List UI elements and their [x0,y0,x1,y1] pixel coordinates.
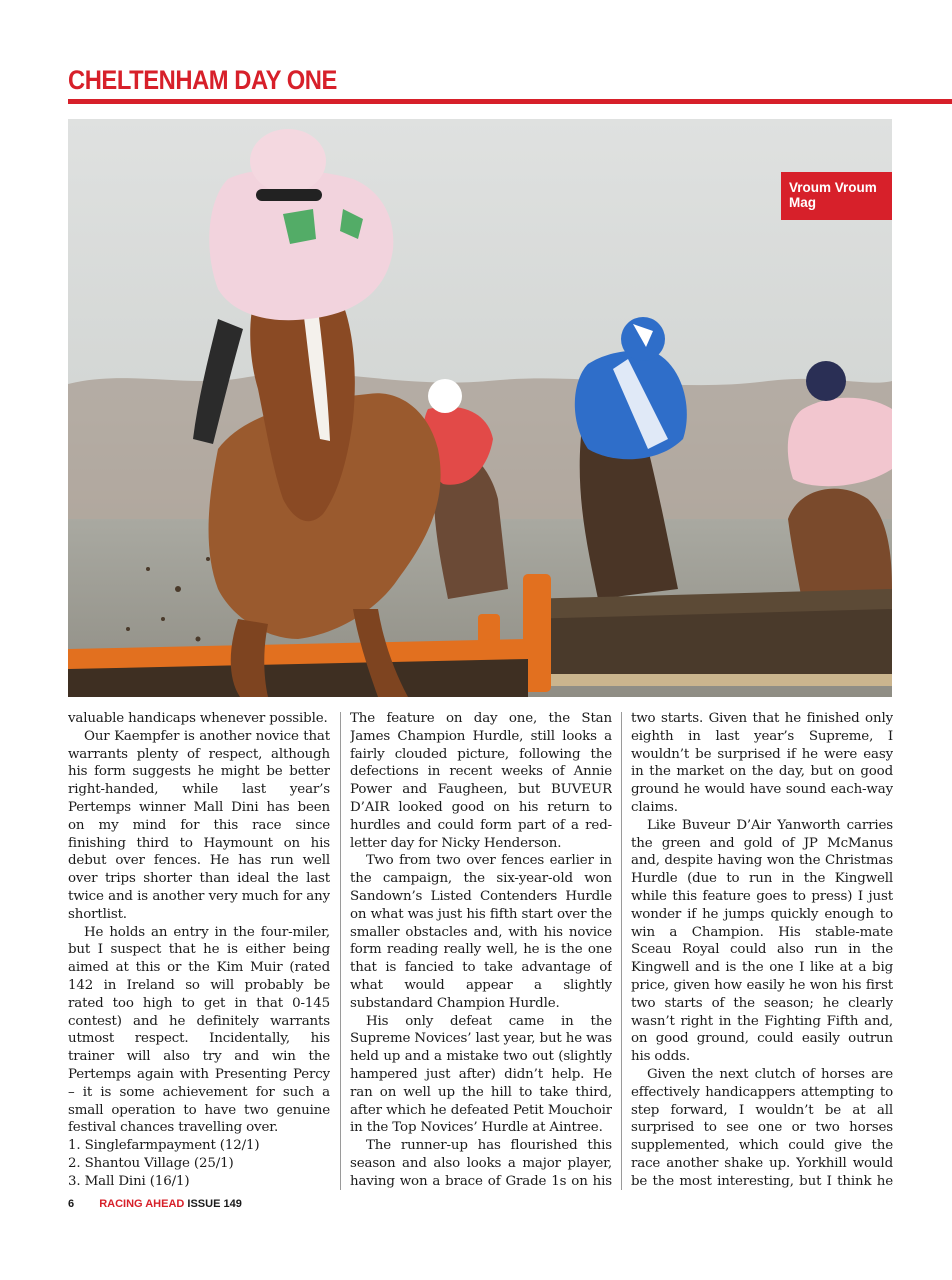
col2-paragraph-2: Two from two over fences earlier in the campaign, the six-year-old won Sandown’s Listed Contenders Hurdle on what was just his fifth start over the smaller obstacles and, with his novice form reading really well, he is the one that is fancied to take advantage of what would appear a slightly substandard Champion Hurdle. [350,853,612,1011]
section-title: CHELTENHAM DAY ONE [68,65,337,95]
hero-photo [68,119,892,697]
col3-paragraph-1: two starts. Given that he finished only eighth in last year’s Supreme, I wouldn’t be surprised if he were easy in the market on the day, but on good ground he would have sound each-way claims. [631,711,893,815]
column-2 [350,710,612,1190]
col1-paragraph-2: Our Kaempfer is another novice that warrants plenty of respect, although his form suggests he might be better right-handed, while last year’s Pertemps winner Mall Dini has been on my mind for this race since finishing third to Haymount on his debut over fences. He has run well over trips shorter than ideal the last twice and is another very much for any shortlist. [68,728,330,922]
selection-item: 3. Mall Dini (16/1) [68,1173,190,1189]
racing-photo-illustration [68,119,892,697]
col2-paragraph-4: The runner-up has flourished this season and also looks a major player, having won a brace of Grade 1s on his [350,1138,612,1189]
magazine-name: RACING AHEAD [99,1198,185,1210]
col1-paragraph-1: valuable handicaps whenever possible. [68,711,328,726]
column-divider [621,712,622,1190]
selection-item: 1. Singlefarmpayment (12/1) [68,1138,260,1154]
issue-number: ISSUE 149 [187,1198,242,1210]
selections-list [68,1137,330,1190]
page-footer [68,1197,242,1211]
title-rule [68,99,952,104]
column-3 [631,710,893,1190]
col2-paragraph-3: His only defeat came in the Supreme Novices’ last year, but he was held up and a mistake two out (slightly hampered just after) didn’t help. He ran on well up the hill to take third, after which he defeated Petit Mouchoir in the Top Novices’ Hurdle at Aintree. [350,1013,612,1136]
col3-paragraph-3: Given the next clutch of horses are effectively handicappers attempting to step forward, I wouldn’t be at all surprised to see one or two horses supplemented, which could give the race another shake up. Yorkhill would be the most interesting, but I think he [631,1066,893,1189]
col3-paragraph-2: Like Buveur D’Air Yanworth carries the green and gold of JP McManus and, despite having won the Christmas Hurdle (due to run in the Kingwell while this feature goes to press) I just wonder if he jumps quickly enough to win a Champion. His stable-mate Sceau Royal could also run in the Kingwell and is the one I like at a big price, given how easily he won his first two starts of the season; he clearly wasn’t right in the Fighting Fifth and, on good ground, could easily outrun his odds. [631,817,893,1065]
page-number: 6 [68,1198,75,1210]
column-divider [340,712,341,1190]
col1-paragraph-3: He holds an entry in the four-miler, but I suspect that he is either being aimed at this or the Kim Muir (rated 142 in Ireland so will probably be rated too high to get in that 0-145 contest) and he definitely warrants utmost respect. Incidentally, his trainer will also try and win the Pertemps again with Presenting Percy – it is some achievement for such a small operation to have two genuine festival chances travelling over. [68,924,330,1136]
column-1 [68,710,330,1190]
photo-credit-badge: Vroum Vroum Mag [781,172,892,220]
col2-paragraph-1: The feature on day one, the Stan James Champion Hurdle, still looks a fairly clouded picture, following the defections in recent weeks of Annie Power and Faugheen, but BUVEUR D’AIR looked good on his return to hurdles and could form part of a red-letter day for Nicky Henderson. [350,711,612,851]
selection-item: 2. Shantou Village (25/1) [68,1155,234,1171]
hurdle-left [68,639,528,697]
